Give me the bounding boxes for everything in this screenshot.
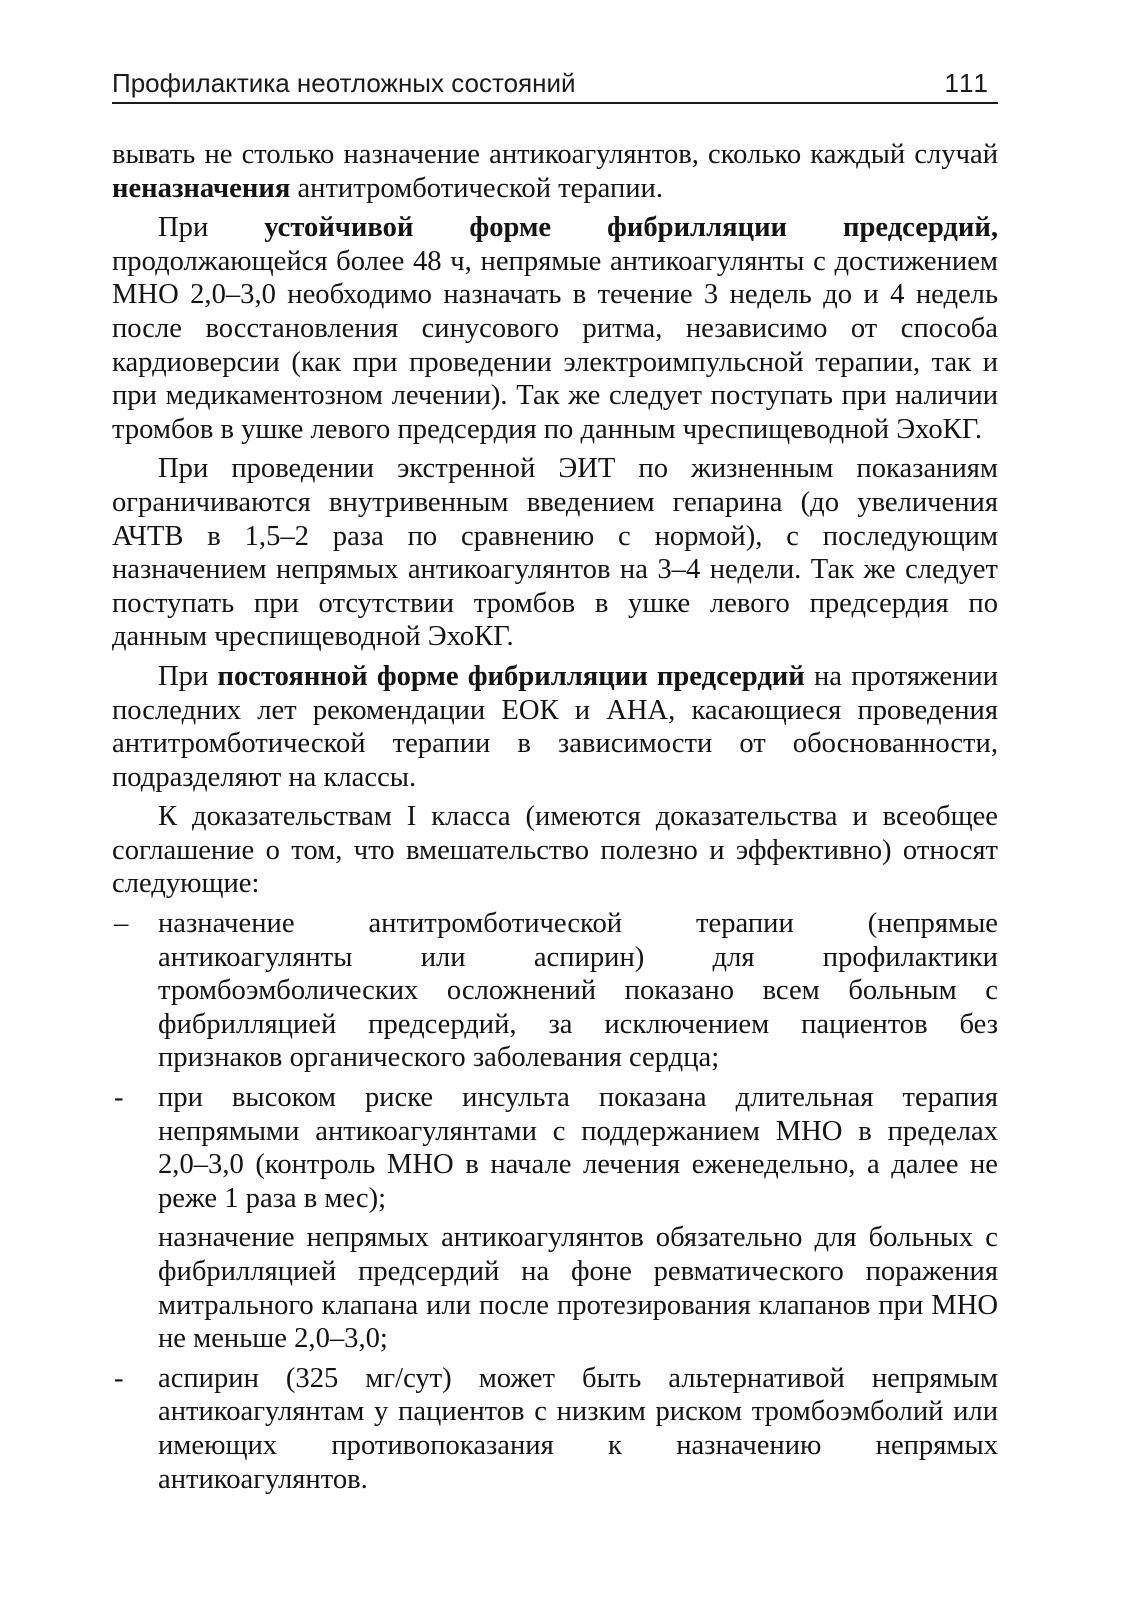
list-item <box>112 1362 998 1496</box>
list-item-text: при высоком риске инсульта показана длительная терапия непрямыми антикоагулянтами с поддержанием МНО в пределах 2,0–3,0 (контроль МНО в начале лечения еженедельно, а далее не реже 1 раза в мес); <box>158 1082 998 1214</box>
list-dash-marker: - <box>114 1082 124 1114</box>
paragraph-4-text-before: При <box>158 660 218 692</box>
running-header <box>112 64 998 104</box>
list-item-text: назначение непрямых антикоагулянтов обязательно для больных с фибрилляцией предсердий на фоне ревматического поражения митрального клапана или после протезирования клапанов при МНО не меньше 2,0–3,0; <box>158 1222 998 1355</box>
list-dash-marker: – <box>114 908 129 940</box>
chapter-title: Профилактика неотложных состояний <box>112 68 576 98</box>
paragraph-4 <box>112 660 998 794</box>
paragraph-4-emphasis: постоянной форме фибрилляции предсердий <box>217 660 805 692</box>
page-number: 111 <box>944 68 990 98</box>
list-item-text: аспирин (325 мг/сут) может быть альтернативой непрямым антикоагулянтам у пациентов с низким риском тромбоэмболий или имеющих противопоказания к назначению непрямых антикоагулянтов. <box>158 1362 998 1495</box>
list-item <box>112 1081 998 1215</box>
paragraph-1-emphasis: неназначения <box>112 172 291 204</box>
paragraph-2 <box>112 211 998 446</box>
paragraph-2-text-before: При <box>158 212 265 244</box>
paragraph-5: К доказательствам I класса (имеются доказательства и всеобщее соглашение о том, что вмешательство полезно и эффективно) относят следующие: <box>112 801 998 900</box>
paragraph-3: При проведении экстренной ЭИТ по жизненным показаниям ограничиваются внутривенным введением гепарина (до увеличения АЧТВ в 1,5–2 раза по сравнению с нормой), с последующим назначением непрямых антикоагулянтов на 3–4 недели. Так же следует поступать при отсутствии тромбов в ушке левого предсердия по данным чреспищеводной ЭхоКГ. <box>112 453 998 653</box>
body-text <box>112 138 998 1502</box>
paragraph-1-text-after: антитромботической терапии. <box>290 172 664 204</box>
list-item <box>112 1221 998 1355</box>
paragraph-2-emphasis: устойчивой форме фибрилляции предсердий, <box>264 212 998 244</box>
paragraph-2-text-after: продолжающейся более 48 ч, непрямые антикоагулянты с достижением МНО 2,0–3,0 необходимо назначать в течение 3 недель до и 4 недель после восстановления синусового ритма, независимо от способа кардиоверсии (как при проведении электроимпульсной терапии, так и при медикаментозном лечении). Так же следует поступать при наличии тромбов в ушке левого предсердия по данным чреспищеводной ЭхоКГ. <box>112 245 998 445</box>
paragraph-1-text-before: вывать не столько назначение антикоагулянтов, сколько каждый случай <box>112 139 998 170</box>
list-item <box>112 907 998 1075</box>
recommendation-list <box>112 907 998 1496</box>
paragraph-4-text-after: на протяжении последних лет рекомендации ЕОК и АНА, касающиеся проведения антитромботической терапии в зависимости от обоснованности, подразделяют на классы. <box>112 660 999 793</box>
list-item-text: назначение антитромботической терапии (непрямые антикоагулянты или аспирин) для профилактики тромбоэмболических осложнений показано всем больным с фибрилляцией предсердий, за исключением пациентов без признаков органического заболевания сердца; <box>158 908 998 1074</box>
paragraph-1 <box>112 138 998 205</box>
list-dash-marker: - <box>114 1362 124 1394</box>
